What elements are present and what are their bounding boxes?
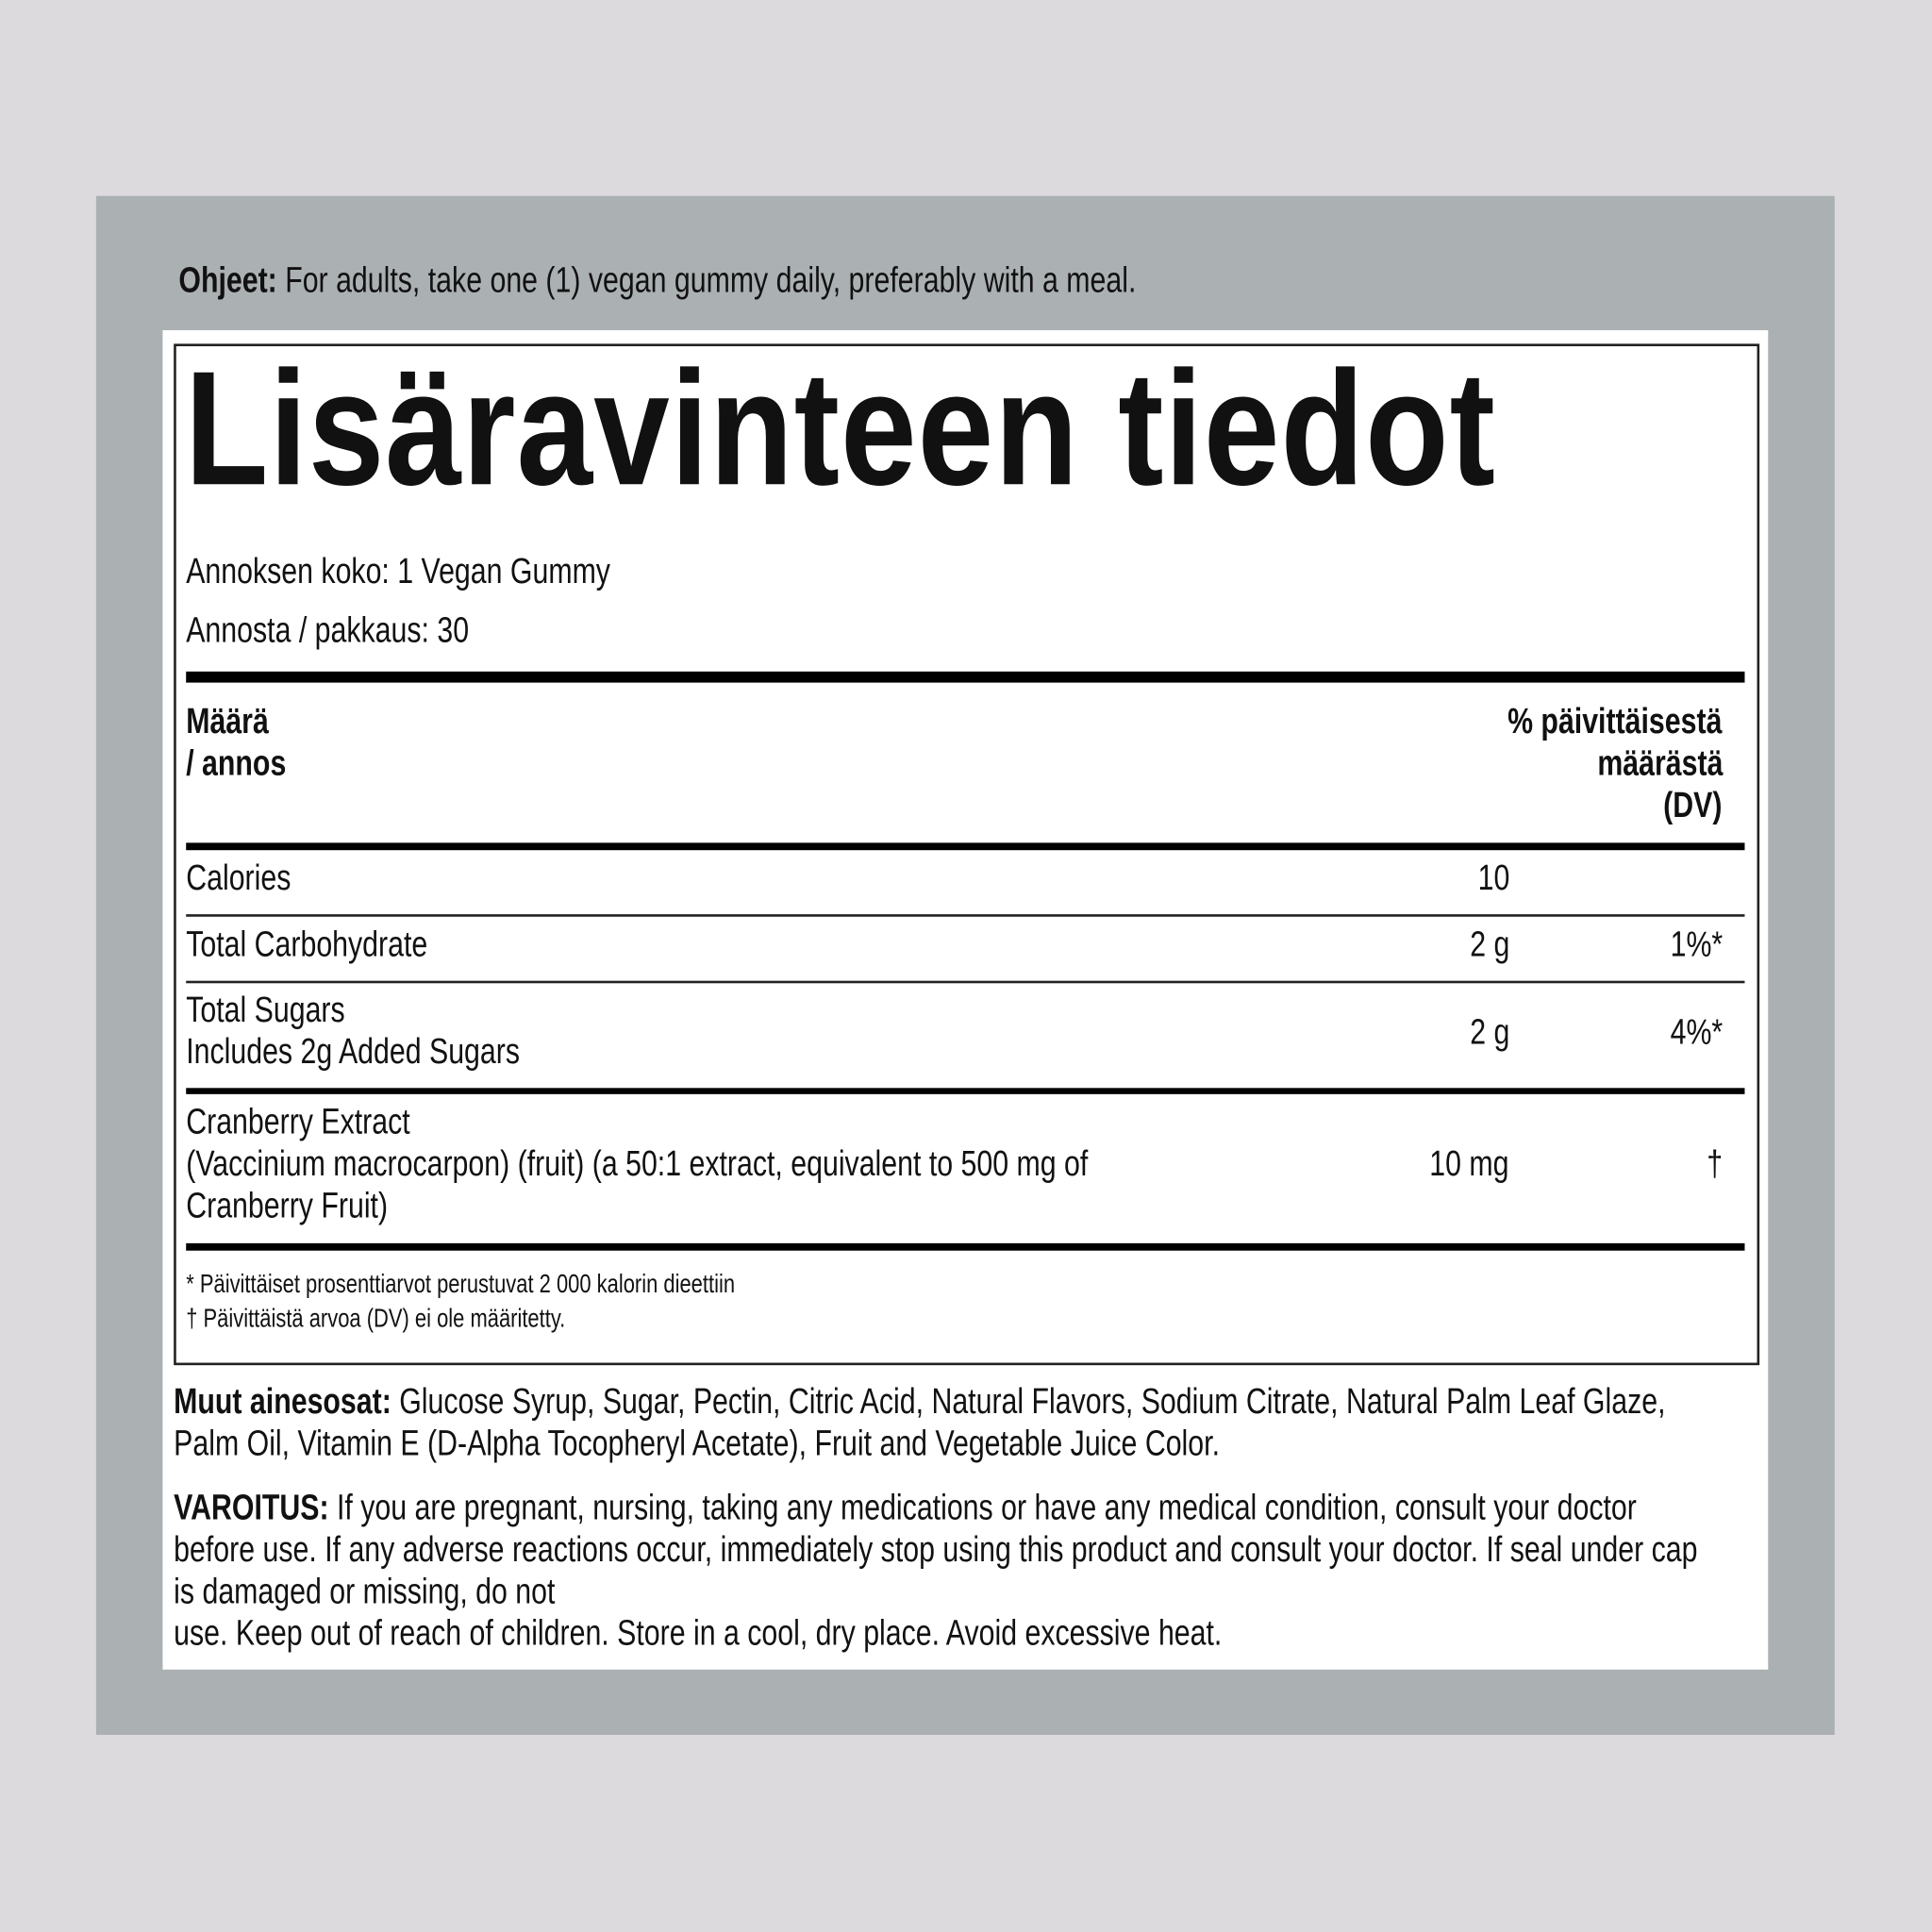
divider-thick xyxy=(186,1088,1744,1094)
other-ingredients-line-2: Palm Oil, Vitamin E (D-Alpha Tocopheryl Acetate), Fruit and Vegetable Juice Color. xyxy=(174,1424,1220,1464)
divider-thick xyxy=(186,672,1744,683)
header-dv-2: määrästä xyxy=(1596,743,1723,784)
header-amount-2: / annos xyxy=(186,743,287,784)
warning-label: VAROITUS: xyxy=(174,1488,329,1528)
warning-line-1 xyxy=(174,1487,1637,1528)
row-sugars-dv: 4%* xyxy=(1670,1012,1723,1053)
footnote-dagger: † Päivittäistä arvoa (DV) ei ole määritetty. xyxy=(186,1305,566,1334)
header-dv-1: % päivittäisestä xyxy=(1507,702,1723,742)
row-calories-amount: 10 xyxy=(1477,858,1509,899)
directions-label: Ohjeet: xyxy=(178,260,277,301)
row-carb-name: Total Carbohydrate xyxy=(186,924,428,965)
row-cranberry-detail: (Vaccinium macrocarpon) (fruit) (a 50:1 extract, equivalent to 500 mg of xyxy=(186,1144,1089,1185)
directions xyxy=(178,260,1136,302)
row-sugars-amount: 2 g xyxy=(1469,1012,1509,1053)
servings-per-container: Annosta / pakkaus: 30 xyxy=(186,610,470,651)
row-calories-name: Calories xyxy=(186,858,291,899)
warning-line-4: use. Keep out of reach of children. Store in a cool, dry place. Avoid excessive heat. xyxy=(174,1614,1223,1654)
row-carb-amount: 2 g xyxy=(1469,924,1509,965)
divider xyxy=(186,981,1744,983)
warning-text: If you are pregnant, nursing, taking any medications or have any medical condition, consult your doctor xyxy=(328,1488,1637,1528)
other-ingredients-line-1 xyxy=(174,1381,1665,1423)
header-dv-3: (DV) xyxy=(1663,786,1723,826)
header-amount-1: Määrä xyxy=(186,702,269,742)
facts-title: Lisäravinteen tiedot xyxy=(184,337,1496,519)
footnote-dv: * Päivittäiset prosenttiarvot perustuvat 2 000 kalorin dieettiin xyxy=(186,1270,736,1299)
row-sugars-name: Total Sugars xyxy=(186,991,345,1030)
directions-text: For adults, take one (1) vegan gummy daily, preferably with a meal. xyxy=(276,260,1137,301)
row-carb-dv: 1%* xyxy=(1670,924,1723,965)
row-sugars-subname: Includes 2g Added Sugars xyxy=(186,1032,521,1073)
row-cranberry-amount: 10 mg xyxy=(1429,1144,1509,1185)
row-cranberry-detail-2: Cranberry Fruit) xyxy=(186,1186,389,1226)
row-cranberry-dv: † xyxy=(1707,1144,1723,1185)
other-ingredients-text: Glucose Syrup, Sugar, Pectin, Citric Acid, Natural Flavors, Sodium Citrate, Natural Palm Leaf Glaze, xyxy=(391,1382,1666,1423)
serving-size: Annoksen koko: 1 Vegan Gummy xyxy=(186,552,610,591)
warning-line-2: before use. If any adverse reactions occur, immediately stop using this product and consult your doctor. If seal under cap xyxy=(174,1530,1698,1570)
divider-thick xyxy=(186,842,1744,850)
divider xyxy=(186,914,1744,916)
warning-line-3: is damaged or missing, do not xyxy=(174,1572,556,1612)
other-ingredients-label: Muut ainesosat: xyxy=(174,1382,391,1423)
row-cranberry-name: Cranberry Extract xyxy=(186,1102,410,1142)
divider-thick xyxy=(186,1243,1744,1251)
